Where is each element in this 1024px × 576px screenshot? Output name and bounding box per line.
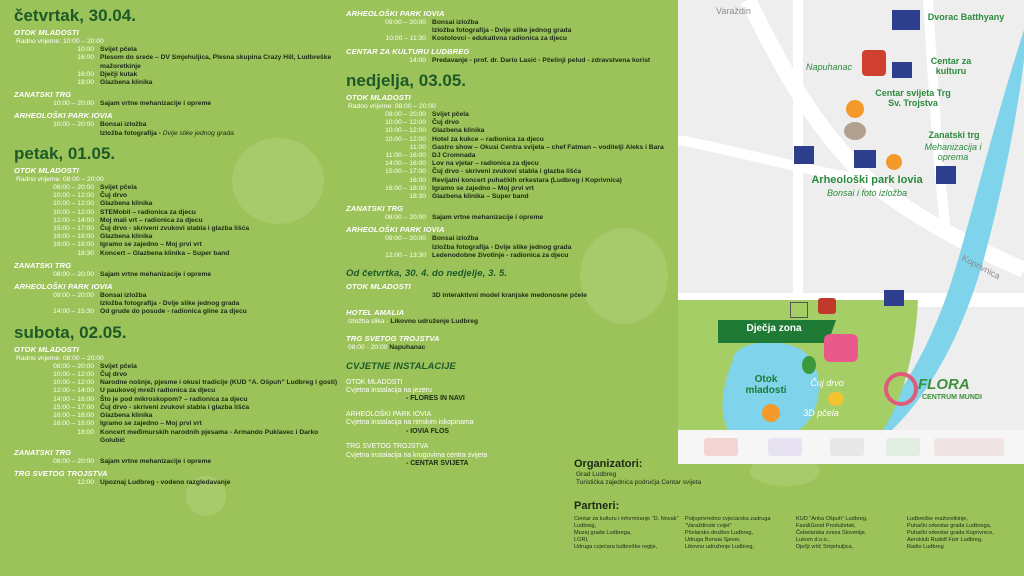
map-label-napuhanac: Napuhanac xyxy=(805,62,853,72)
schedule-row xyxy=(346,193,676,201)
schedule-time: 09:00 – 20:00 xyxy=(385,19,426,26)
partner-name: Aeroklub Rudolf Fizir Ludbreg, xyxy=(907,537,983,543)
partner-name: KUD “Anka Ošpuh” Ludbreg, xyxy=(796,516,868,522)
logo-subtitle: CENTRUM MUNDI xyxy=(922,394,982,401)
schedule-row xyxy=(14,54,342,70)
installations-heading: CVJETNE INSTALACIJE xyxy=(346,360,456,372)
partners-column xyxy=(685,516,790,551)
schedule-row xyxy=(346,168,676,176)
schedule-time: 10:00 – 12:00 xyxy=(53,192,94,200)
schedule-time: 08:00 – 20:00 xyxy=(385,214,426,222)
schedule-event: Glazbena klinika xyxy=(100,412,153,420)
installation-place: TRG SVETOG TROJSTVA xyxy=(346,443,429,451)
schedule-event: Bonsai izložba xyxy=(432,235,479,243)
partner-name: Udruga Bonsai Sjever, xyxy=(685,537,741,543)
partner-name: Muzej grada Ludbrega, xyxy=(574,530,632,536)
schedule-time: 10:00 – 11:30 xyxy=(385,35,426,43)
installation-item xyxy=(346,379,676,404)
partner-name: Centar za kulturu i informiranje “D. Novak” Ludbreg, xyxy=(574,516,679,529)
venue-heading: ARHEOLOŠKI PARK IOVIA xyxy=(346,225,445,235)
schedule-time xyxy=(346,27,432,35)
organizers xyxy=(574,458,1014,487)
sponsor-logo-icon xyxy=(704,438,738,456)
schedule-event: Svijet pčela xyxy=(100,46,137,54)
schedule-row xyxy=(346,111,676,119)
installation-tag: - IOVIA FLOS xyxy=(406,427,450,435)
schedule-event: Glazbena klinika xyxy=(100,233,153,241)
schedule-time: 10:00 – 12:00 xyxy=(53,208,94,216)
schedule-time: 10:00 xyxy=(77,46,94,54)
schedule-time: 18:30 xyxy=(77,249,94,257)
venue-heading: TRG SVETOG TROJSTVA xyxy=(14,469,108,479)
hotel-value: Likovno udruženje Ludbreg xyxy=(390,318,479,326)
schedule-time: 08:00 – 20:00 xyxy=(53,362,94,370)
partner-name: Lukom d.o.o., xyxy=(796,537,830,543)
schedule-row xyxy=(14,412,342,420)
day-title: nedjelja, 03.05. xyxy=(346,70,467,90)
venue-heading: ZANATSKI TRG xyxy=(14,447,72,457)
schedule-time: 16:00 – 18:00 xyxy=(53,412,94,420)
theater-icon xyxy=(884,290,904,306)
tree-icon xyxy=(802,356,816,374)
schedule-row xyxy=(346,119,676,127)
installation-desc: Cvjetna instalacija na jezeru xyxy=(346,387,432,395)
partner-name: Fast&Good Produžetak, xyxy=(796,523,856,529)
schedule-time: 14:00 xyxy=(409,56,426,64)
inflatable-icon xyxy=(862,50,886,76)
map-label-centar-svijeta: Centar svijeta Trg Sv. Trojstva xyxy=(875,88,951,108)
schedule-row xyxy=(346,57,676,65)
schedule-time: 16:00 xyxy=(77,70,94,78)
venue-heading: OTOK MLADOSTI xyxy=(14,28,79,37)
day-title: petak, 01.05. xyxy=(14,143,116,163)
hotel-line xyxy=(346,318,676,326)
schedule-row xyxy=(14,192,342,200)
schedule-row xyxy=(14,100,342,108)
schedule-event: Gastro show – Okusi Centra svijeta – chef Fatman – voditelji Aleks i Bara xyxy=(432,143,664,151)
schedule-row xyxy=(346,185,676,193)
road-label-right: Koprivnica xyxy=(960,252,1002,282)
church-icon xyxy=(794,146,814,164)
schedule-row xyxy=(346,292,676,300)
schedule-time xyxy=(14,130,100,138)
partner-name: LORI, xyxy=(574,537,589,543)
schedule-row xyxy=(346,244,676,252)
schedule-row xyxy=(14,404,342,412)
map-label-dvorac: Dvorac Batthyany xyxy=(927,12,1005,22)
venue-heading: OTOK MLADOSTI xyxy=(14,165,79,175)
museum-icon xyxy=(854,150,876,168)
schedule-event: Bonsai izložba xyxy=(100,121,147,129)
schedule-time: 10:00 – 20:00 xyxy=(53,121,94,129)
installation-place: ARHEOLOŠKI PARK IOVIA xyxy=(346,410,432,418)
schedule-time: 09:00 – 20:00 xyxy=(53,292,94,300)
schedule-row xyxy=(14,420,342,428)
schedule-time: 10:00 – 12:00 xyxy=(385,135,426,143)
organizers-title: Organizatori: xyxy=(574,458,643,470)
schedule-time: 18:30 xyxy=(409,193,426,201)
schedule-time: 16:00 – 18:00 xyxy=(385,184,426,192)
schedule-event-italic: Dvije slike jednog grada xyxy=(162,129,234,137)
schedule-row xyxy=(346,252,676,260)
map-label-djecja-zona: Dječja zona xyxy=(746,323,802,334)
schedule-row xyxy=(346,177,676,185)
schedule-time: 08:00 – 20:00 xyxy=(53,270,94,278)
schedule-event: Izložba fotografija - Dvije slike jednog grada xyxy=(100,129,234,137)
partner-name: Puhački orkestar grada Koprivnice, xyxy=(907,530,994,536)
working-hours: Radno vrijeme: 10:00 – 20:00 xyxy=(16,38,104,45)
schedule-event: Glazbena klinika – Super band xyxy=(432,193,529,201)
sponsor-logo-icon xyxy=(768,438,802,456)
schedule-row xyxy=(14,479,342,487)
schedule-event: Bonsai izložba xyxy=(100,292,147,300)
schedule-time: 18:00 xyxy=(77,428,94,436)
schedule-time: 12:00 – 14:00 xyxy=(53,387,94,395)
schedule-event: DJ Cromnada xyxy=(432,152,476,160)
schedule-time xyxy=(346,292,432,300)
schedule-row xyxy=(14,200,342,208)
venue-heading: ZANATSKI TRG xyxy=(14,90,72,100)
schedule-row xyxy=(14,292,342,300)
stall-icon xyxy=(818,298,836,314)
schedule-event: Hotel za kukce – radionica za djecu xyxy=(432,135,544,143)
schedule-event: Plesom do sreće – DV Smjehuljica, Plesna skupina Crazy Hill, Ludbreške mažoretkinje xyxy=(100,54,332,70)
installation-item xyxy=(346,411,676,436)
partner-name: Udruga cvjećara ludbreške regije, xyxy=(574,544,658,550)
schedule-row xyxy=(14,387,342,395)
schedule-event: Čuj drvo - skriveni zvukovi stabla i glazba lišća xyxy=(100,403,250,411)
partners xyxy=(574,500,1019,551)
venue-heading: ARHEOLOŠKI PARK IOVIA xyxy=(346,9,445,18)
schedule-event: Predavanje - prof. dr. Dario Lasić - Pčelinji pelud - zdravstvena korist xyxy=(432,56,651,64)
column-spacer xyxy=(346,0,676,6)
flower-icon xyxy=(846,100,864,118)
schedule-time: 16:00 – 18:00 xyxy=(53,420,94,428)
schedule-row xyxy=(14,363,342,371)
partner-name: Radio Ludbreg xyxy=(907,544,944,550)
venue-heading: CENTAR ZA KULTURU LUDBREG xyxy=(346,46,470,56)
trg-line xyxy=(346,344,676,352)
schedule-row xyxy=(14,241,342,249)
schedule-row xyxy=(14,371,342,379)
schedule-row xyxy=(14,225,342,233)
schedule-time: 14:00 – 16:00 xyxy=(53,395,94,403)
partner-name: Puhački orkestar grada Ludbrega, xyxy=(907,523,992,529)
schedule-time: 14:00 – 15:30 xyxy=(53,308,94,316)
venue-heading: ZANATSKI TRG xyxy=(346,204,404,214)
partners-column xyxy=(574,516,679,551)
schedule-event: Čuj drvo - skriveni zvukovi stabla i glazba lišća xyxy=(432,168,582,176)
trg-time: 08:00 - 20:00 xyxy=(348,344,390,352)
working-hours: Radno vrijeme: 08:00 – 20:00 xyxy=(16,175,104,183)
schedule-event: Sajam vrtne mehanizacije i opreme xyxy=(100,100,212,108)
schedule-event: Upoznaj Ludbreg - vodeno razgledavanje xyxy=(100,479,231,487)
schedule-row xyxy=(14,233,342,241)
schedule-row xyxy=(346,35,676,43)
schedule-event: Bonsai izložba xyxy=(432,19,479,26)
partner-name: Ludbreške mažoretkinje, xyxy=(907,516,968,522)
schedule-event: STEMobil – radionica za djecu xyxy=(100,208,196,216)
organizer-line: Turistička zajednica područja Centar svijeta xyxy=(576,479,702,486)
venue-heading: OTOK MLADOSTI xyxy=(346,282,411,292)
schedule-row xyxy=(14,458,342,466)
map-label-3d-pcela: 3D pčela xyxy=(803,408,839,418)
schedule-time: 10:00 – 12:00 xyxy=(385,127,426,135)
schedule-event: Čuj drvo - skriveni zvukovi stabla i glazba lišća xyxy=(100,225,250,233)
program-column-right xyxy=(346,0,676,468)
schedule-event: Sajam vrtne mehanizacije i opreme xyxy=(432,214,544,222)
bee-icon xyxy=(828,392,844,406)
partner-name: Poljoprivredno cvjećarska zadruga “Varaždinski cvijet” xyxy=(685,516,771,529)
program-column-left xyxy=(14,0,342,487)
schedule-row xyxy=(14,271,342,279)
schedule-row xyxy=(14,71,342,79)
schedule-row xyxy=(14,184,342,192)
schedule-event: Ledenodobne životinje - radionica za djecu xyxy=(432,251,569,259)
sponsor-logo-icon xyxy=(934,438,1004,456)
schedule-time: 16:00 xyxy=(409,176,426,184)
schedule-row xyxy=(346,127,676,135)
installation-desc: Cvjetna instalacija na rimskim iskopinama xyxy=(346,419,474,427)
schedule-row xyxy=(14,308,342,316)
schedule-time: 16:00 – 18:00 xyxy=(53,241,94,249)
schedule-row xyxy=(14,46,342,54)
flora-logo-icon xyxy=(884,372,918,406)
schedule-time: 11:00 – 16:00 xyxy=(385,152,426,160)
schedule-event: Kostolovci - edukativna radionica za djecu xyxy=(432,35,567,43)
installation-tag: - CENTAR SVIJETA xyxy=(406,459,469,467)
schedule-time: 16:00 xyxy=(77,54,94,62)
schedule-row xyxy=(14,250,342,258)
schedule-row xyxy=(14,429,342,445)
map-label-zanatski: Zanatski trg xyxy=(928,130,980,140)
map-label-arheoloski: Arheološki park Iovia xyxy=(811,174,923,186)
theater-icon xyxy=(892,62,912,78)
flower-basket-icon xyxy=(824,334,858,362)
venue-heading: OTOK MLADOSTI xyxy=(14,344,79,354)
schedule-time: 09:00 – 20:00 xyxy=(385,235,426,243)
schedule-time: 08:00 – 20:00 xyxy=(53,184,94,192)
schedule-row xyxy=(14,209,342,217)
castle-icon xyxy=(892,10,920,30)
map-label-centar-kulture: Centar za kulturu xyxy=(930,56,972,76)
map-label-arheoloski-sub: Bonsai i foto izložba xyxy=(826,188,908,198)
day-title: četvrtak, 30.04. xyxy=(14,6,136,25)
playground-icon xyxy=(790,302,808,318)
schedule-event: Sajam vrtne mehanizacije i opreme xyxy=(100,270,212,278)
venue-heading: TRG SVETOG TROJSTVA xyxy=(346,334,440,344)
range-heading: Od četvrtka, 30. 4. do nedjelje, 3. 5. xyxy=(346,268,508,280)
schedule-time: 10:00 – 12:00 xyxy=(53,379,94,387)
schedule-event: Igramo se zajedno – Moj prvi vrt xyxy=(100,241,202,249)
working-hours: Radno vrijeme: 08:00 – 20:00 xyxy=(16,354,104,362)
schedule-event: Glazbena klinika xyxy=(432,127,485,135)
partners-column xyxy=(796,516,901,551)
schedule-event: U paukovoj mreži radionica za djecu xyxy=(100,387,216,395)
schedule-time: 08:00 – 20:00 xyxy=(385,111,426,119)
schedule-row xyxy=(14,396,342,404)
schedule-event: Svijet pčela xyxy=(100,362,137,370)
schedule-row xyxy=(346,27,676,35)
schedule-event: Koncert – Glazbena klinika – Super band xyxy=(100,249,230,257)
map-label-cuj-drvo: Čuj drvo xyxy=(810,378,844,388)
partners-column xyxy=(907,516,1012,551)
schedule-event: Izložba fotografija - Dvije slike jednog grada xyxy=(432,27,572,35)
schedule-time: 12:00 – 14:00 xyxy=(53,216,94,224)
schedule-row xyxy=(14,121,342,129)
partners-columns xyxy=(574,516,1019,551)
trg-event: Napuhanac xyxy=(389,344,426,352)
venue-heading: ZANATSKI TRG xyxy=(14,260,72,270)
schedule-row xyxy=(346,152,676,160)
schedule-row xyxy=(346,144,676,152)
venue-heading: HOTEL AMALIA xyxy=(346,308,405,318)
schedule-event: Dječji kutak xyxy=(100,70,138,78)
schedule-event: Svijet pčela xyxy=(432,111,469,119)
schedule-row xyxy=(346,136,676,144)
partner-name: Dječji vrtić Smjehuljica, xyxy=(796,544,854,550)
venue-heading: OTOK MLADOSTI xyxy=(346,92,411,102)
partners-title: Partneri: xyxy=(574,500,620,512)
schedule-event: Igramo se zajedno – Moj prvi vrt xyxy=(432,184,534,192)
schedule-time: 15:00 – 17:00 xyxy=(385,168,426,176)
schedule-event: Čuj drvo xyxy=(100,192,128,200)
schedule-event: Moj mali vrt – radionica za djecu xyxy=(100,216,203,224)
installation-place: OTOK MLADOSTI xyxy=(346,378,403,386)
schedule-event: Čuj drvo xyxy=(100,371,128,379)
schedule-time: 10:00 – 12:00 xyxy=(385,119,426,127)
schedule-event: Glazbena klinika xyxy=(100,79,153,87)
schedule-time: 08:00 – 20:00 xyxy=(53,457,94,465)
schedule-row xyxy=(14,217,342,225)
schedule-time: 15:00 – 17:00 xyxy=(53,225,94,233)
schedule-row xyxy=(14,300,342,308)
hotel-label: Izložba slika - xyxy=(348,318,391,326)
schedule-row xyxy=(346,214,676,222)
day-title: subota, 02.05. xyxy=(14,322,127,342)
schedule-event: Narodne nošnje, pjesme i okusi tradicije (KUD “A. Ošpuh” Ludbreg i gosti) xyxy=(100,379,338,387)
schedule-time: 12:00 xyxy=(77,479,94,487)
schedule-row xyxy=(14,379,342,387)
partner-name: Čebelarska zveza Slovenije, xyxy=(796,530,867,536)
schedule-time: 14:00 – 16:00 xyxy=(385,160,426,168)
flower-icon xyxy=(886,154,902,170)
logo-text: FLORA xyxy=(918,376,970,393)
schedule-event: Sajam vrtne mehanizacije i opreme xyxy=(100,457,212,465)
schedule-time: 10:00 – 12:00 xyxy=(53,200,94,208)
schedule-event: Svijet pčela xyxy=(100,184,137,192)
schedule-event: Od grude do posude - radionica gline za djecu xyxy=(100,308,247,316)
schedule-event: Čuj drvo xyxy=(432,119,460,127)
schedule-event: Igramo se zajedno – Moj prvi vrt xyxy=(100,420,202,428)
flower-icon xyxy=(762,404,780,422)
partner-name: Likovno udruženje Ludbreg, xyxy=(685,544,755,550)
schedule-time: 10:00 – 20:00 xyxy=(53,100,94,108)
map-label-otok: Otok mladosti xyxy=(745,374,787,396)
schedule-event: Što je pod mikroskopom? – radionica za djecu xyxy=(100,395,248,403)
schedule-time: 15:00 – 17:00 xyxy=(53,403,94,411)
organizer-line: Grad Ludbreg xyxy=(576,471,617,478)
schedule-event: Izložba fotografija - Dvije slike jednog grada xyxy=(100,300,240,308)
working-hours: Radno vrijeme: 08:00 – 20:00 xyxy=(348,102,436,110)
sponsor-logo-icon xyxy=(830,438,864,456)
monument-icon xyxy=(844,122,866,140)
schedule-time: 10:00 – 12:00 xyxy=(53,371,94,379)
installation-tag: - FLORES IN NAVI xyxy=(406,395,465,403)
schedule-time: 16:00 – 18:00 xyxy=(53,233,94,241)
venue-map xyxy=(678,0,1024,430)
schedule-time: 18:00 xyxy=(77,79,94,87)
installation-desc: Cvjetna instalacija na krugovima centra svijeta xyxy=(346,451,488,459)
schedule-row xyxy=(14,130,342,138)
schedule-event: Glazbena klinika xyxy=(100,200,153,208)
schedule-event: Izložba fotografija - Dvije slike jednog grada xyxy=(432,243,572,251)
schedule-time: 11:00 xyxy=(409,143,426,151)
map-label-zanatski-sub: Mehanizacija i oprema xyxy=(924,142,982,162)
schedule-row xyxy=(346,235,676,243)
venue-heading: ARHEOLOŠKI PARK IOVIA xyxy=(14,282,113,292)
schedule-event: Koncert međimurskih narodnih pjesama - Armando Puklavec i Darko Golubić xyxy=(100,428,319,444)
schedule-row xyxy=(14,79,342,87)
schedule-time xyxy=(346,244,432,252)
schedule-event: 3D interaktivni model kranjske medonosne pčele xyxy=(432,292,587,300)
schedule-time: 12:00 – 13:30 xyxy=(385,251,426,259)
sponsor-logo-icon xyxy=(886,438,920,456)
schedule-time xyxy=(14,300,100,308)
road-label-top: Varaždin xyxy=(716,6,751,16)
venue-heading: ARHEOLOŠKI PARK IOVIA xyxy=(14,111,113,121)
schedule-event: Lov na vjetar – radionica za djecu xyxy=(432,160,539,168)
schedule-event: Revijalni koncert puhačkih orkestara (Ludbreg i Koprivnica) xyxy=(432,176,622,184)
partner-name: Pčelarsko društvo Ludbreg, xyxy=(685,530,754,536)
schedule-row xyxy=(346,19,676,27)
